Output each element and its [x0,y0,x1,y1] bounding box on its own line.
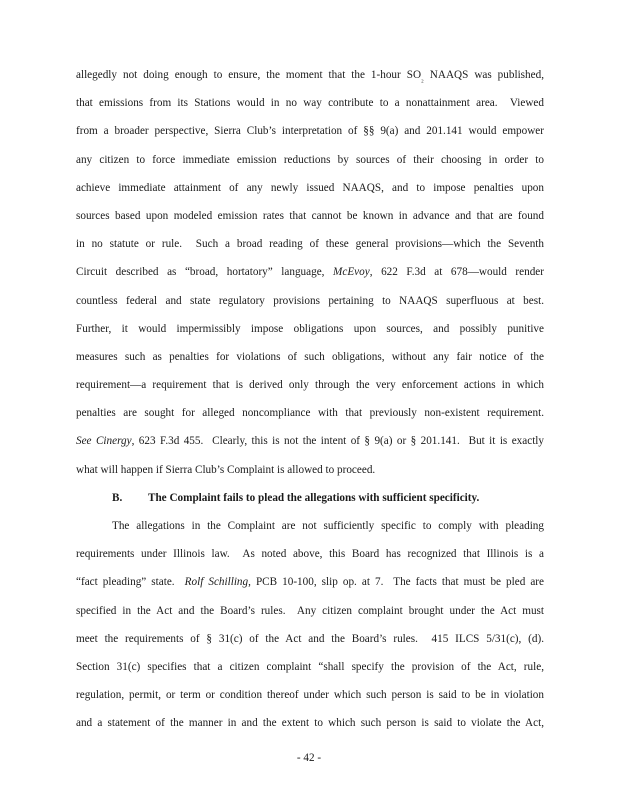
case-citation: McEvoy [333,266,370,279]
text-line: that emissions from its Stations would in no way contribute to a nonattainment area. Viewed [76,97,544,110]
text-line: See Cinergy, 623 F.3d 455. Clearly, this is not the intent of § 9(a) or § 201.141. But it is exactly [76,435,544,448]
text-line: requirements under Illinois law. As noted above, this Board has recognized that Illinois is a [76,548,544,561]
text-line: and a statement of the manner in and the extent to which such person is said to violate the Act, [76,717,544,730]
text-line: meet the requirements of § 31(c) of the Act and the Board’s rules. 415 ILCS 5/31(c), (d). [76,632,544,645]
text-line: The allegations in the Complaint are not sufficiently specific to comply with pleading [112,520,544,532]
text-line: any citizen to force immediate emission reductions by sources of their choosing in order to [76,153,544,166]
case-citation: See Cinergy [76,435,132,448]
section-title: The Complaint fails to plead the allegations with sufficient specificity. [148,491,480,504]
text-line: measures such as penalties for violations of such obligations, without any fair notice of the [76,350,544,363]
text-line: in no statute or rule. Such a broad reading of these general provisions—which the Seventh [76,238,544,251]
text-line: achieve immediate attainment of any newly issued NAAQS, and to impose penalties upon [76,181,544,194]
text-line: allegedly not doing enough to ensure, the moment that the 1-hour $SO_{_2}$ NAAQS was published, [76,69,544,84]
section-number: B. [112,491,123,504]
text-line: Further, it would impermissibly impose obligations upon sources, and possibly punitive [76,322,544,335]
body-text [76,61,544,738]
text-line: countless federal and state regulatory provisions pertaining to NAAQS superfluous at best. [76,294,544,307]
text-line: regulation, permit, or term or condition thereof under which such person is said to be in violation [76,689,544,702]
page-number: - 42 - [296,752,322,764]
text-line: Section 31(c) specifies that a citizen complaint “shall specify the provision of the Act, rule, [76,660,544,673]
section-heading [76,484,544,512]
text-line: “fact pleading” state. Rolf Schilling, PCB 10-100, slip op. at 7. The facts that must be pled are [76,576,544,589]
text-line: from a broader perspective, Sierra Club’s interpretation of §§ 9(a) and 201.141 would empower [76,125,544,138]
case-citation: Rolf Schilling [184,576,249,589]
text-line: what will happen if Sierra Club’s Complaint is allowed to proceed. [76,463,376,476]
text-line: penalties are sought for alleged noncompliance with that previously non-existent requirement. [76,407,544,420]
text-line: sources based upon modeled emission rates that cannot be known in advance and that are found [76,209,544,222]
text-line: requirement—a requirement that is derived only through the very enforcement actions in which [76,379,544,392]
text-line: Circuit described as “broad, hortatory” language, McEvoy, 622 F.3d at 678—would render [76,266,544,279]
text-line: specified in the Act and the Board’s rules. Any citizen complaint brought under the Act must [76,604,544,617]
